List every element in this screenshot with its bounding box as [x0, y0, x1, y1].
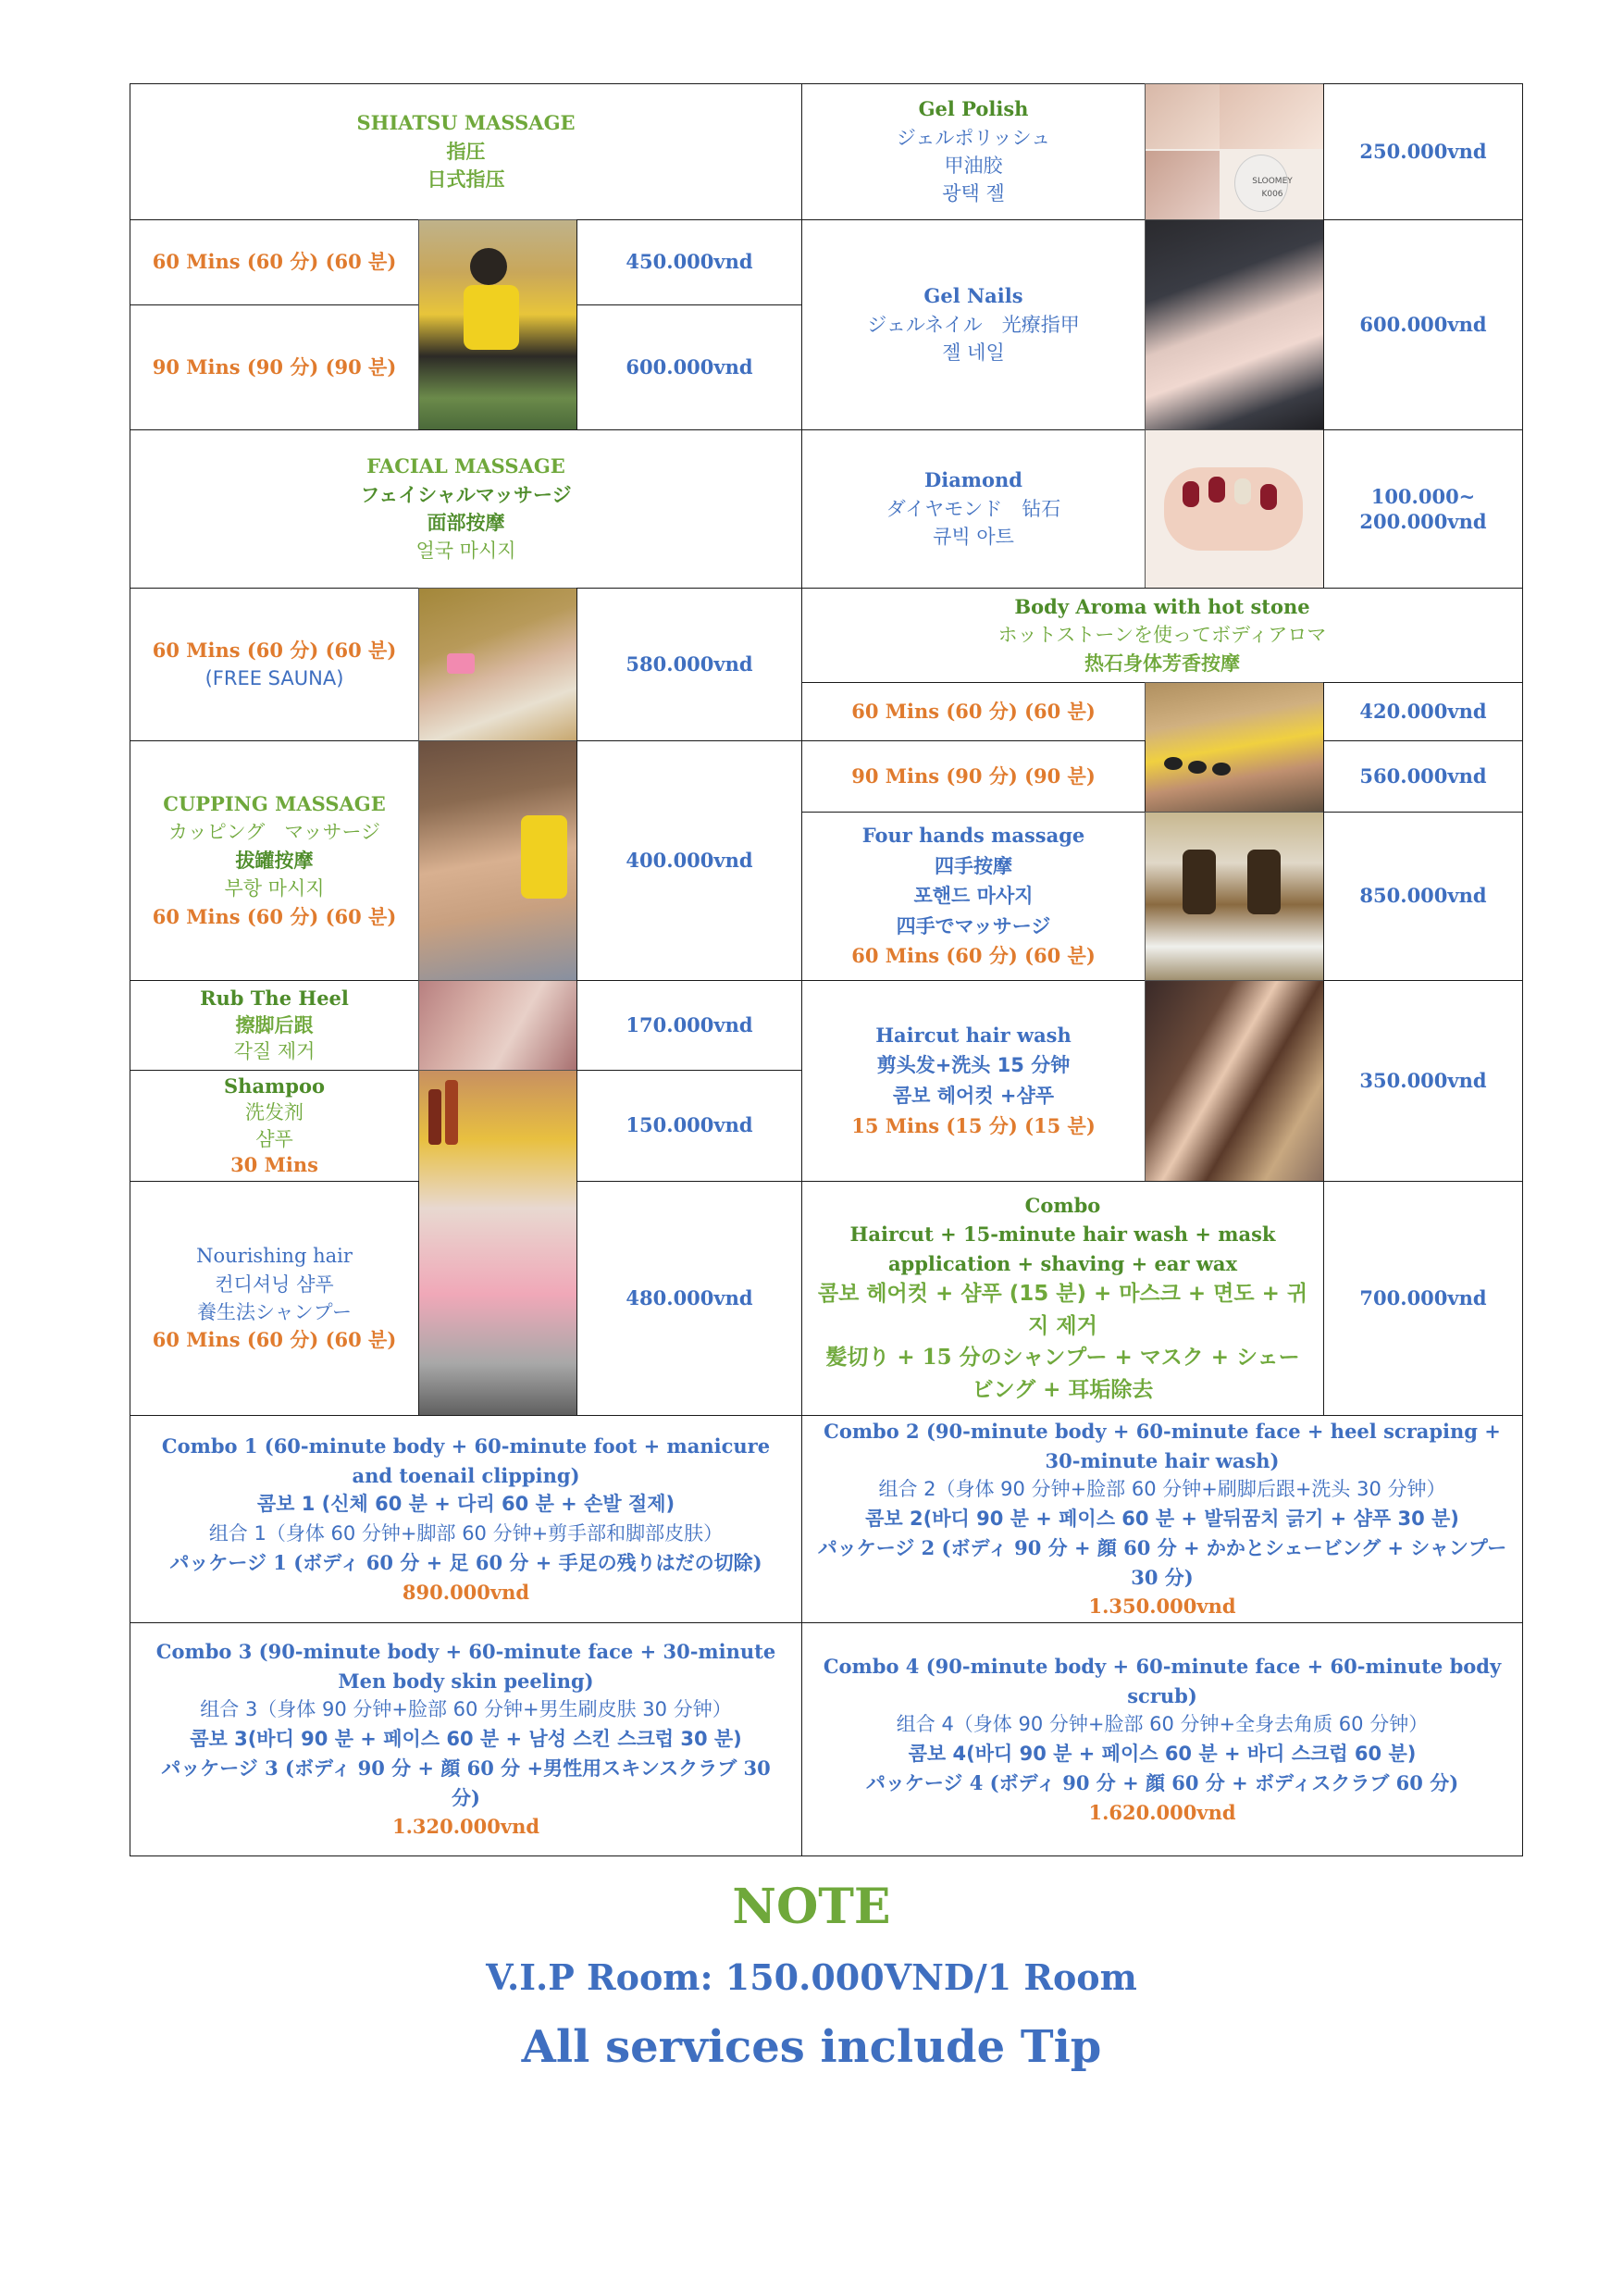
facial-photo	[418, 588, 577, 741]
combo-1-en: Combo 1 (60-minute body + 60-minute foot + manicure and toenail clipping)	[161, 1434, 771, 1487]
combo-1-price: 890.000vnd	[402, 1580, 530, 1604]
aroma-60-time	[801, 682, 1146, 741]
aroma-90-time	[801, 740, 1146, 813]
gel-nails-title: Gel Nails	[923, 284, 1023, 308]
price: 580.000vnd	[626, 652, 753, 676]
shiatsu-photo	[418, 219, 577, 430]
shiatsu-header	[130, 83, 802, 220]
free-sauna-label: (FREE SAUNA)	[204, 667, 344, 689]
time-label: 60 Mins (60 分) (60 분)	[152, 250, 397, 274]
combo-2-price: 1.350.000vnd	[1088, 1595, 1236, 1619]
four-hands-photo	[1145, 812, 1324, 981]
cupping-kr: 부항 마시지	[224, 877, 325, 900]
gel-nails-photo	[1145, 219, 1324, 430]
nourishing-cell	[130, 1181, 419, 1416]
note-title: NOTE	[732, 1879, 891, 1935]
cupping-cell	[130, 740, 419, 981]
price: 420.000vnd	[1359, 699, 1487, 723]
rub-heel-zh: 擦脚后跟	[235, 1013, 314, 1036]
nourishing-kr: 컨디셔닝 샴푸	[215, 1272, 334, 1296]
rub-heel-kr: 각질 제거	[233, 1040, 316, 1063]
price: 150.000vnd	[626, 1113, 753, 1137]
combo-3-price: 1.320.000vnd	[391, 1815, 540, 1839]
combo-hair-price	[1323, 1181, 1523, 1416]
shampoo-zh: 洗发剂	[245, 1101, 304, 1124]
combo-4-price: 1.620.000vnd	[1088, 1800, 1236, 1824]
combo-3-kr: 콤보 3(바디 90 분 + 페이스 60 분 + 남성 스킨 스크럽 30 분)	[190, 1727, 742, 1750]
gel-nails-kr: 젤 네일	[942, 341, 1005, 365]
gel-nails-cell	[801, 219, 1146, 430]
shiatsu-jp: 日式指压	[427, 168, 505, 192]
shiatsu-60-time	[130, 219, 419, 305]
gel-polish-photo-brand: SLOOMEY	[1252, 177, 1293, 186]
haircut-kr: 콤보 헤어컷 +샴푸	[892, 1085, 1055, 1107]
combo-3-en: Combo 3 (90-minute body + 60-minute face + 30-minute Men body skin peeling)	[155, 1640, 776, 1693]
haircut-cell	[801, 980, 1146, 1182]
aroma-header	[801, 588, 1523, 683]
rub-heel-cell	[130, 980, 419, 1071]
shiatsu-title: SHIATSU MASSAGE	[356, 111, 576, 135]
time-label: 60 Mins (60 分) (60 분)	[152, 1328, 397, 1352]
price: 250.000vnd	[1359, 139, 1487, 163]
haircut-photo	[1145, 980, 1324, 1182]
diamond-title: Diamond	[924, 468, 1022, 492]
four-hands-zh: 四手按摩	[935, 854, 1012, 877]
four-hands-cell	[801, 812, 1146, 981]
combo-hair-kr: 콤보 헤어컷 + 샴푸 (15 분) + 마스크 + 면도 + 귀지 제거	[817, 1282, 1308, 1338]
combo-1-kr: 콤보 1 (신체 60 분 + 다리 60 분 + 손발 절제)	[256, 1493, 675, 1515]
combo-4-jp: パッケージ 4 (ボディ 90 分 + 顔 60 分 + ボディスクラブ 60 分)	[865, 1771, 1459, 1794]
combo-3	[130, 1622, 802, 1856]
diamond-price	[1323, 429, 1523, 589]
time-label: 90 Mins (90 分) (90 분)	[152, 354, 397, 379]
rub-heel-price	[576, 980, 802, 1071]
price: 600.000vnd	[1359, 312, 1487, 336]
four-hands-price	[1323, 812, 1523, 981]
haircut-zh: 剪头发+洗头 15 分钟	[876, 1054, 1071, 1077]
combo-2	[801, 1415, 1523, 1623]
four-hands-jp: 四手でマッサージ	[896, 914, 1051, 937]
diamond-kr: 큐빅 아트	[933, 526, 1014, 549]
price: 700.000vnd	[1359, 1285, 1487, 1309]
aroma-title: Body Aroma with hot stone	[1014, 594, 1310, 618]
shampoo-title: Shampoo	[224, 1074, 325, 1098]
gel-polish-price	[1323, 83, 1523, 220]
gel-polish-photo	[1145, 83, 1324, 220]
cupping-zh: 拔罐按摩	[235, 849, 314, 872]
facial-zh: 面部按摩	[427, 512, 505, 534]
aroma-90-price	[1323, 740, 1523, 813]
rub-heel-title: Rub The Heel	[200, 987, 349, 1011]
combo-2-zh: 组合 2（身体 90 分钟+脸部 60 分钟+刷脚后跟+洗头 30 分钟）	[878, 1478, 1446, 1501]
price-to: 200.000vnd	[1359, 510, 1487, 533]
combo-3-jp: パッケージ 3 (ボディ 90 分 + 顔 60 分 +男性用スキンスクラブ 30 分)	[161, 1756, 771, 1809]
combo-1	[130, 1415, 802, 1623]
time-label: 60 Mins (60 分) (60 분)	[152, 904, 397, 928]
gel-polish-cell	[801, 83, 1146, 220]
shampoo-kr: 샴푸	[255, 1127, 293, 1150]
time-label: 90 Mins (90 分) (90 분)	[851, 763, 1096, 788]
time-label: 60 Mins (60 分) (60 분)	[152, 638, 397, 662]
combo-2-en: Combo 2 (90-minute body + 60-minute face + heel scraping + 30-minute hair wash)	[824, 1420, 1501, 1472]
gel-polish-title: Gel Polish	[918, 97, 1029, 121]
combo-hair-jp: 髪切り + 15 分のシャンプー + マスク + シェービング + 耳垢除去	[825, 1345, 1300, 1402]
gel-polish-jp: ジェルポリッシュ	[896, 126, 1051, 149]
vip-room-note: V.I.P Room: 150.000VND/1 Room	[486, 1956, 1137, 1998]
cupping-jp: カッピング マッサージ	[167, 821, 381, 844]
price: 850.000vnd	[1359, 884, 1487, 908]
shiatsu-90-price	[576, 304, 802, 430]
price: 400.000vnd	[626, 848, 753, 872]
price: 350.000vnd	[1359, 1068, 1487, 1092]
combo-hair-title: Combo	[1024, 1193, 1101, 1217]
cupping-price	[576, 740, 802, 981]
combo-1-zh: 组合 1（身体 60 分钟+脚部 60 分钟+剪手部和脚部皮肤）	[208, 1521, 724, 1545]
gel-polish-kr: 광택 젤	[942, 182, 1005, 205]
time-label: 15 Mins (15 分) (15 분)	[851, 1113, 1096, 1137]
haircut-price	[1323, 980, 1523, 1182]
price: 450.000vnd	[626, 250, 753, 274]
nourishing-title: Nourishing hair	[196, 1245, 353, 1268]
combo-hair-en: Haircut + 15-minute hair wash + mask application + shaving + ear wax	[849, 1222, 1276, 1275]
price: 170.000vnd	[626, 1012, 753, 1036]
price-from: 100.000~	[1370, 484, 1476, 508]
gel-nails-jp: ジェルネイル 光療指甲	[867, 313, 1080, 336]
combo-hair-cell	[801, 1181, 1324, 1416]
combo-1-jp: パッケージ 1 (ボディ 60 分 + 足 60 分 + 手足の残りはだの切除)	[169, 1551, 762, 1574]
aroma-photo	[1145, 682, 1324, 813]
combo-4-kr: 콤보 4(바디 90 분 + 페이스 60 분 + 바디 스크럽 60 분)	[908, 1742, 1417, 1765]
diamond-cell	[801, 429, 1146, 589]
nourishing-jp: 養生法シャンプー	[197, 1301, 352, 1323]
combo-2-kr: 콤보 2(바디 90 분 + 페이스 60 분 + 발뒤꿈치 긁기 + 샴푸 30 분)	[865, 1507, 1459, 1530]
haircut-title: Haircut hair wash	[875, 1023, 1072, 1047]
facial-kr: 얼국 마시지	[415, 540, 516, 563]
gel-nails-price	[1323, 219, 1523, 430]
combo-4-zh: 组合 4（身体 90 分钟+脸部 60 分钟+全身去角质 60 分钟）	[896, 1713, 1429, 1735]
combo-3-zh: 组合 3（身体 90 分钟+脸部 60 分钟+男生刷皮肤 30 分钟）	[200, 1698, 732, 1721]
combo-4-en: Combo 4 (90-minute body + 60-minute face + 60-minute body scrub)	[823, 1655, 1502, 1707]
combo-4	[801, 1622, 1523, 1856]
aroma-jp: ホットストーンを使ってボディアロマ	[997, 624, 1327, 647]
shiatsu-60-price	[576, 219, 802, 305]
four-hands-title: Four hands massage	[861, 824, 1085, 848]
nourishing-price	[576, 1181, 802, 1416]
aroma-60-price	[1323, 682, 1523, 741]
facial-title: FACIAL MASSAGE	[366, 454, 565, 478]
cupping-photo	[418, 740, 577, 981]
cupping-title: CUPPING MASSAGE	[163, 791, 386, 815]
time-label: 30 Mins	[230, 1152, 318, 1176]
time-label: 60 Mins (60 分) (60 분)	[851, 944, 1096, 968]
tip-note: All services include Tip	[521, 2021, 1102, 2073]
combo-2-jp: パッケージ 2 (ボディ 90 分 + 顔 60 分 + かかとシェービング + シャンプー 30 分)	[817, 1536, 1507, 1589]
facial-time	[130, 588, 419, 741]
price: 480.000vnd	[626, 1285, 753, 1309]
diamond-jp: ダイヤモンド 钻石	[886, 497, 1061, 520]
aroma-zh: 热石身体芳香按摩	[1084, 652, 1240, 675]
gel-polish-zh: 甲油胶	[944, 155, 1003, 177]
four-hands-kr: 포핸드 마사지	[913, 885, 1034, 908]
gel-polish-photo-code: K006	[1261, 190, 1283, 199]
price: 600.000vnd	[626, 354, 753, 379]
facial-header	[130, 429, 802, 589]
shiatsu-90-time	[130, 304, 419, 430]
time-label: 60 Mins (60 分) (60 분)	[851, 699, 1096, 723]
rub-heel-photo	[418, 980, 577, 1071]
diamond-photo	[1145, 429, 1324, 589]
price: 560.000vnd	[1359, 763, 1487, 788]
facial-jp: フェイシャルマッサージ	[360, 483, 572, 506]
shiatsu-zh: 指圧	[446, 140, 486, 163]
shampoo-cell	[130, 1070, 419, 1182]
shampoo-price	[576, 1070, 802, 1182]
facial-price	[576, 588, 802, 741]
shampoo-photo	[418, 1070, 577, 1416]
